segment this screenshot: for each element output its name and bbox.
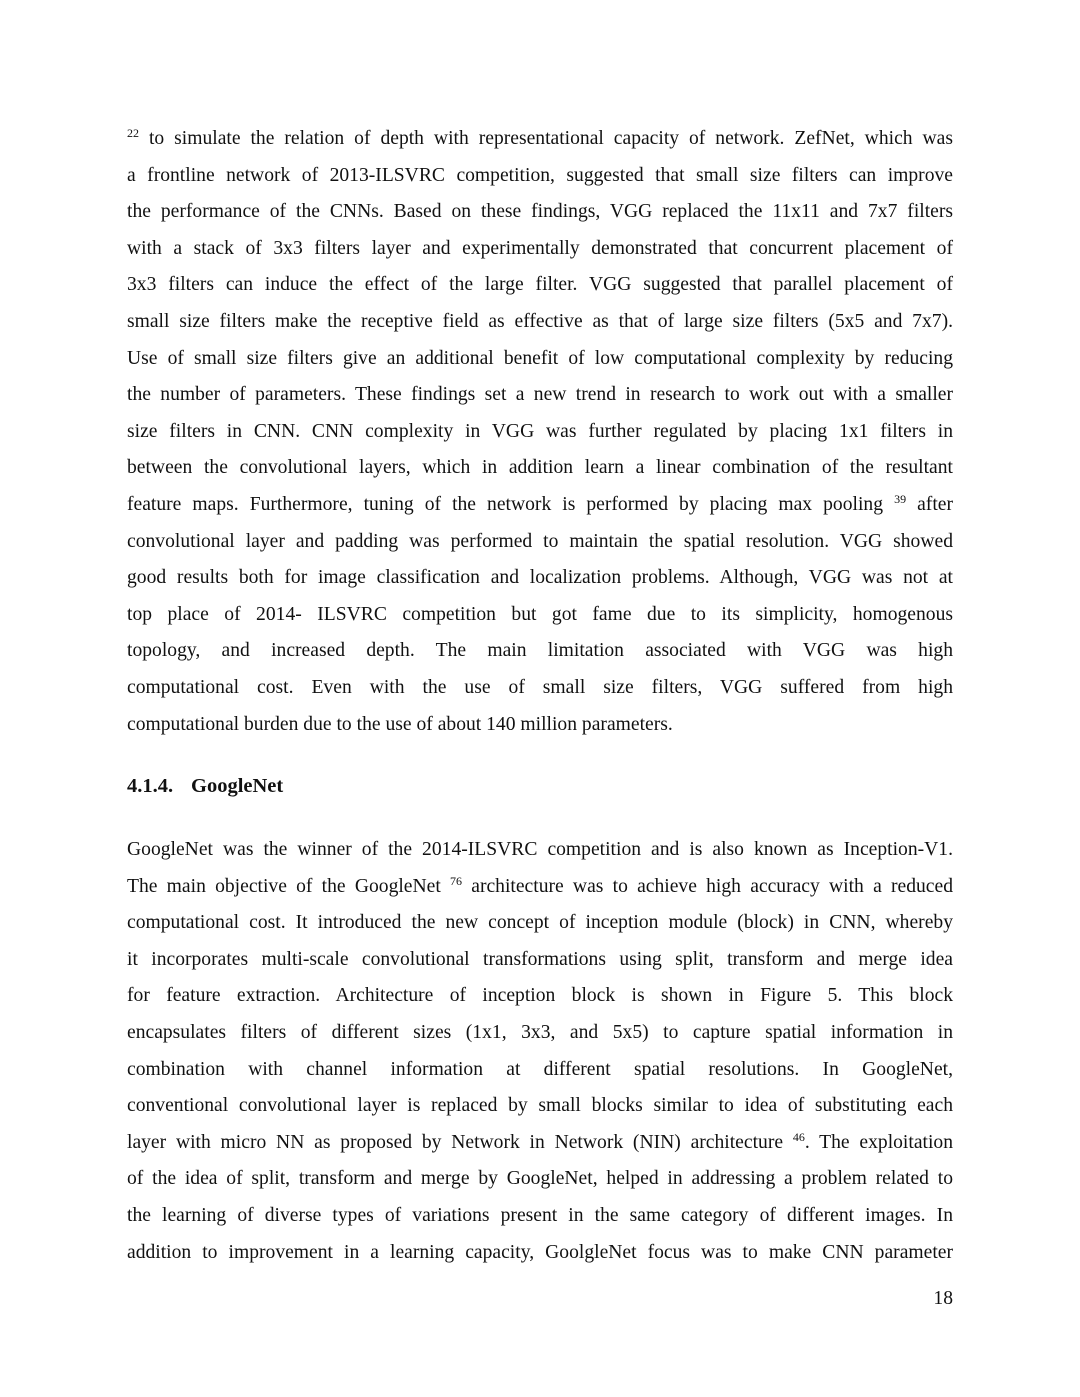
line-text: small size filters make the receptive field as effective as that of large size filters (5x5 and 7x7). xyxy=(127,310,953,332)
text-line xyxy=(127,304,953,341)
citation-superscript: 39 xyxy=(894,491,907,506)
line-text: between the convolutional layers, which in addition learn a linear combination of the resultant xyxy=(127,457,953,479)
line-text: with a stack of 3x3 filters layer and experimentally demonstrated that concurrent placement of xyxy=(127,237,953,259)
text-line xyxy=(127,560,953,597)
line-text: the number of parameters. These findings set a new trend in research to work out with a smaller xyxy=(127,384,953,406)
line-text: addition to improvement in a learning capacity, GoolgleNet focus was to make CNN parameter xyxy=(127,1241,953,1263)
line-text: the performance of the CNNs. Based on these findings, VGG replaced the 11x11 and 7x7 filters xyxy=(127,201,953,223)
line-text: computational cost. Even with the use of small size filters, VGG suffered from high xyxy=(127,676,953,698)
paragraph-googlenet xyxy=(127,832,953,1271)
line-text: size filters in CNN. CNN complexity in VGG was further regulated by placing 1x1 filters in xyxy=(127,420,953,442)
text-line xyxy=(127,267,953,304)
line-text: the learning of diverse types of variations present in the same category of different images. In xyxy=(127,1204,953,1226)
page-number: 18 xyxy=(933,1288,953,1309)
text-line xyxy=(127,978,953,1015)
text-line xyxy=(127,707,953,744)
text-line xyxy=(127,414,953,451)
citation-superscript: 76 xyxy=(450,873,463,888)
line-text: conventional convolutional layer is replaced by small blocks similar to idea of substituting each xyxy=(127,1095,953,1117)
text-line xyxy=(127,121,953,158)
line-text: it incorporates multi-scale convolutional transformations using split, transform and merge idea xyxy=(127,948,953,970)
line-text: topology, and increased depth. The main limitation associated with VGG was high xyxy=(127,640,953,662)
text-line xyxy=(127,1235,953,1272)
line-text: computational burden due to the use of about 140 million parameters. xyxy=(127,713,673,735)
line-text: layer with micro NN as proposed by Network in Network (NIN) architecture xyxy=(127,1131,793,1153)
text-line xyxy=(127,158,953,195)
line-text: computational cost. It introduced the new concept of inception module (block) in CNN, whereby xyxy=(127,912,953,934)
text-line xyxy=(127,487,953,524)
line-text: to simulate the relation of depth with representational capacity of network. ZefNet, which was xyxy=(139,128,953,149)
text-line xyxy=(127,869,953,906)
line-text: for feature extraction. Architecture of inception block is shown in Figure 5. This block xyxy=(127,985,953,1007)
line-text: encapsulates filters of different sizes (1x1, 3x3, and 5x5) to capture spatial information in xyxy=(127,1021,953,1043)
line-text: a frontline network of 2013-ILSVRC competition, suggested that small size filters can improve xyxy=(127,164,953,186)
text-line xyxy=(127,633,953,670)
text-line xyxy=(127,524,953,561)
text-line xyxy=(127,341,953,378)
line-text: after xyxy=(906,493,953,515)
text-line xyxy=(127,1125,953,1162)
line-text: feature maps. Furthermore, tuning of the network is performed by placing max pooling xyxy=(127,493,895,515)
line-text: Use of small size filters give an additional benefit of low computational complexity by reducing xyxy=(127,347,953,369)
section-heading xyxy=(127,770,283,802)
section-title: GoogleNet xyxy=(191,775,284,797)
line-text: architecture was to achieve high accuracy with a reduced xyxy=(462,875,954,897)
line-text: good results both for image classification and localization problems. Although, VGG was not at xyxy=(127,567,953,589)
text-line xyxy=(127,231,953,268)
line-text: of the idea of split, transform and merge by GoogleNet, helped in addressing a problem related to xyxy=(127,1168,953,1190)
text-line xyxy=(127,377,953,414)
citation-superscript: 22 xyxy=(127,126,139,140)
line-text: convolutional layer and padding was performed to maintain the spatial resolution. VGG showed xyxy=(127,530,953,552)
text-line xyxy=(127,1015,953,1052)
section-number: 4.1.4. xyxy=(127,775,174,797)
text-line xyxy=(127,905,953,942)
line-text: . The exploitation xyxy=(804,1131,953,1153)
paragraph-vgg xyxy=(127,121,953,743)
text-line xyxy=(127,670,953,707)
citation-superscript: 46 xyxy=(792,1129,805,1144)
line-text: combination with channel information at different spatial resolutions. In GoogleNet, xyxy=(127,1058,953,1080)
text-line xyxy=(127,1052,953,1089)
text-line xyxy=(127,1161,953,1198)
text-line xyxy=(127,194,953,231)
text-line xyxy=(127,1198,953,1235)
line-text: The main objective of the GoogleNet xyxy=(127,875,451,897)
line-text: 3x3 filters can induce the effect of the large filter. VGG suggested that parallel placement of xyxy=(127,274,953,296)
line-text: GoogleNet was the winner of the 2014-ILSVRC competition and is also known as Inception-V1. xyxy=(127,839,953,860)
text-line xyxy=(127,1088,953,1125)
text-line xyxy=(127,832,953,869)
line-text: top place of 2014- ILSVRC competition but got fame due to its simplicity, homogenous xyxy=(127,603,953,625)
text-line xyxy=(127,450,953,487)
text-line xyxy=(127,942,953,979)
text-line xyxy=(127,597,953,634)
